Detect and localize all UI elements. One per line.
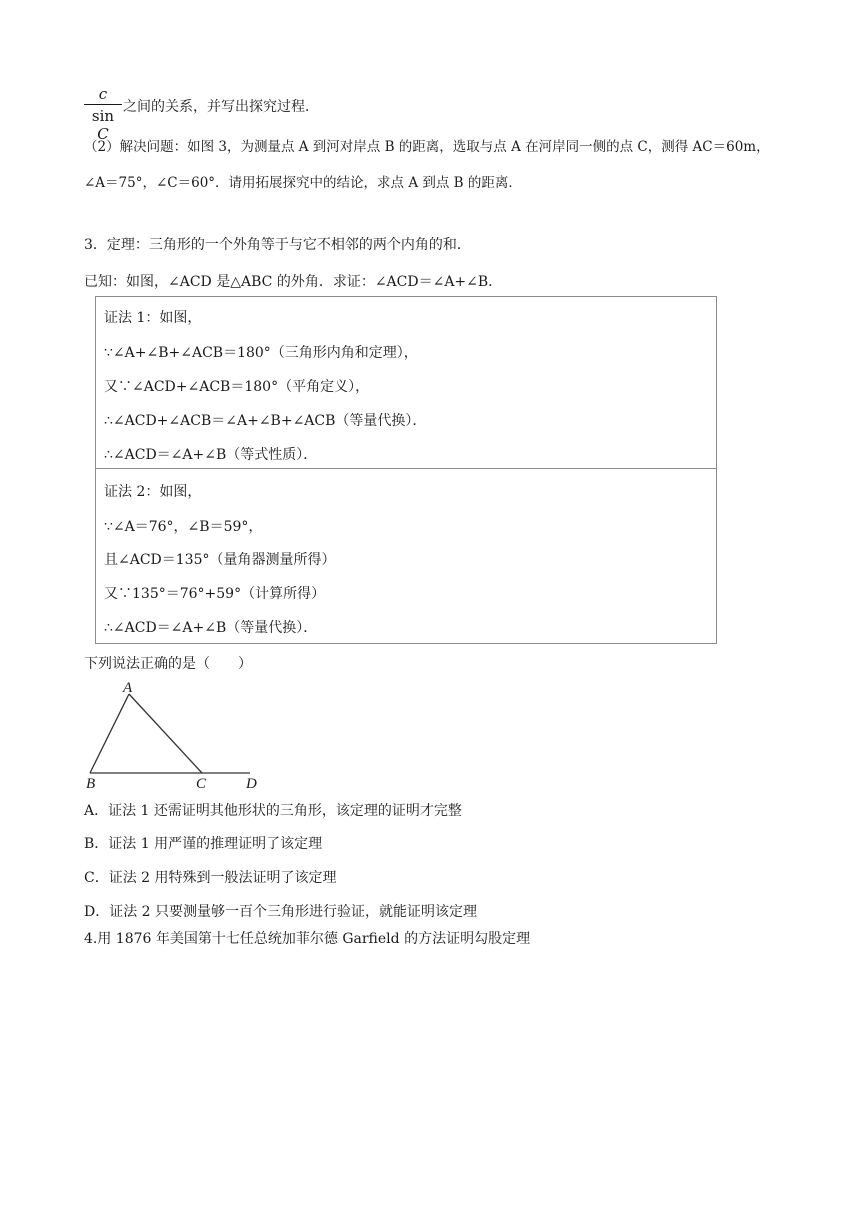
q2-line2: ∠A＝75°，∠C＝60°．请用拓展探究中的结论，求点 A 到点 B 的距离． <box>84 175 522 191</box>
proof2-line: ∵∠A＝76°，∠B＝59°， <box>104 519 263 535</box>
fraction-denominator-prefix: sin <box>91 107 115 125</box>
label-B: B <box>86 776 96 792</box>
proof-table <box>95 296 717 644</box>
proof2-line: 又∵135°＝76°+59°（计算所得） <box>104 586 326 602</box>
fraction-numerator: c <box>98 85 108 103</box>
proof1-line: ∴∠ACD+∠ACB＝∠A+∠B+∠ACB（等量代换）． <box>104 413 427 429</box>
proof-divider <box>96 468 716 469</box>
option-b: B．证法 1 用严谨的推理证明了该定理 <box>84 836 323 852</box>
q3-theorem: 3．定理：三角形的一个外角等于与它不相邻的两个内角的和． <box>84 237 471 253</box>
label-A: A <box>123 680 133 696</box>
option-c: C．证法 2 用特殊到一般法证明了该定理 <box>84 870 337 886</box>
q2-line1: （2）解决问题：如图 3，为测量点 A 到河对岸点 B 的距离，选取与点 A 在河岸同一侧的点 C，测得 AC＝60m， <box>84 139 770 155</box>
q4-text: 4.用 1876 年美国第十七任总统加菲尔德 Garfield 的方法证明勾股定理 <box>84 931 531 947</box>
q3-given: 已知：如图，∠ACD 是△ABC 的外角．求证：∠ACD＝∠A+∠B． <box>84 274 503 290</box>
proof1-line: 又∵∠ACD+∠ACB＝180°（平角定义）， <box>104 379 370 395</box>
fraction-denominator-var: C <box>97 125 109 143</box>
fraction-bar <box>84 104 122 105</box>
triangle-diagram <box>82 680 272 792</box>
label-D: D <box>246 776 257 792</box>
proof1-line: ∴∠ACD＝∠A+∠B（等式性质）． <box>104 447 318 463</box>
proof1-line: ∵∠A+∠B+∠ACB＝180°（三角形内角和定理）， <box>104 345 418 361</box>
label-C: C <box>196 776 207 792</box>
side-AC <box>129 694 202 773</box>
proof2-line: ∴∠ACD＝∠A+∠B（等量代换）． <box>104 620 318 636</box>
question-prompt: 下列说法正确的是（ ） <box>84 656 252 672</box>
option-d: D．证法 2 只要测量够一百个三角形进行验证，就能证明该定理 <box>84 904 478 920</box>
proof1-line: 证法 1：如图， <box>104 310 202 326</box>
option-a: A．证法 1 还需证明其他形状的三角形，该定理的证明才完整 <box>84 803 462 819</box>
side-AB <box>90 694 129 773</box>
proof2-line: 证法 2：如图， <box>104 484 202 500</box>
proof2-line: 且∠ACD＝135°（量角器测量所得） <box>104 552 336 568</box>
intro-tail-text: 之间的关系，并写出探究过程． <box>123 99 319 115</box>
